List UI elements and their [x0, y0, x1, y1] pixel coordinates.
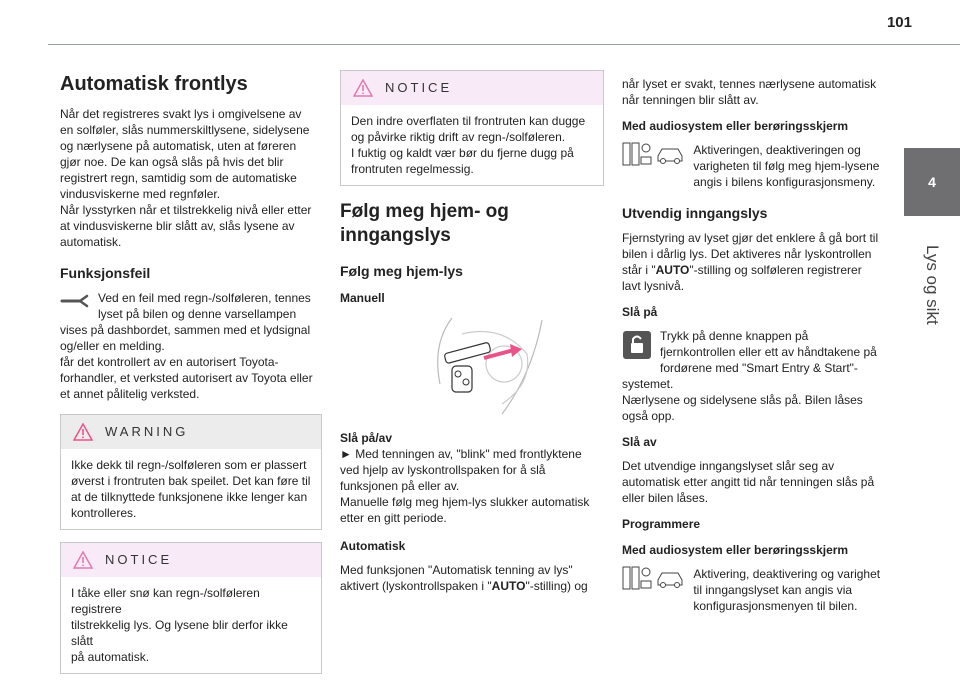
manual-heading: Manuell — [340, 291, 385, 305]
touchscreen-car-icon — [655, 142, 685, 166]
audio-system-icon — [622, 142, 652, 166]
light-stalk-illustration — [392, 314, 552, 422]
warning-triangle-icon — [73, 423, 93, 441]
section-title: Automatisk frontlys — [60, 73, 248, 95]
notice-text: I tåke eller snø kan regn-/solføleren registrere tilstrekkelig lys. Og lysene blir derfor ikke slått på automatisk. — [71, 586, 288, 664]
intro-text: Når det registreres svakt lys i omgivelsene av en solføler, slås nummerskiltlysene, sidelysene og nærlysene på automatisk, uten at føreren gjør noe. De kan også slås på hvis det blir registrert regn, samtidig som de automatiske vindusviskerne med regnføler. Når lysstyrken når et tilstrekkelig nivå eller etter at vindusviskerne blir slått av, slås lysene av automatisk. — [60, 107, 312, 249]
on-heading: Slå på — [622, 305, 658, 319]
on-off-heading: Slå på/av — [340, 431, 393, 445]
remote-lock-icon — [622, 330, 652, 360]
on-text: Trykk på denne knappen på fjernkontrollen eller ett av håndtakene på fordørene med "Smart Entry & Start"-systemet. Nærlysene og sidelysene slås på. Bilen låses også opp. — [622, 329, 877, 423]
column-3 — [622, 76, 884, 614]
column-2 — [340, 60, 604, 594]
fault-heading: Funksjonsfeil — [60, 265, 151, 281]
warning-title: WARNING — [105, 424, 189, 439]
wrench-warning-icon — [60, 292, 90, 310]
notice-title: NOTICE — [105, 552, 173, 567]
off-text: Det utvendige inngangslyset slår seg av automatisk etter angitt tid når tenningen slås på eller bilen låses. — [622, 459, 875, 505]
notice-box-2 — [340, 70, 604, 186]
notice-box — [60, 542, 322, 674]
program-heading: Programmere — [622, 517, 701, 531]
page-number: 101 — [886, 14, 912, 31]
continued-text: når lyset er svakt, tennes nærlysene automatisk når tenningen blir slått av. — [622, 77, 877, 107]
warning-box — [60, 414, 322, 530]
audio2-text: Aktivering, deaktivering og varighet til inngangslyset kan angis via konfigurasjonsmenyen til bilen. — [693, 567, 881, 613]
auto-text: Med funksjonen "Automatisk tenning av lys" aktivert (lyskontrollspaken i "AUTO"-stilling) og — [340, 563, 588, 593]
fault-text: Ved en feil med regn-/solføleren, tennes lyset på bilen og denne varsellampen vises på dashbordet, sammen med et lydsignal og/eller en melding. får det kontrollert av en autorisert Toyota- forhandler, et verksted autorisert av Toyota eller et annet pålitelig verksted. — [60, 291, 313, 401]
column-1 — [60, 60, 322, 680]
header-rule — [48, 44, 960, 45]
on-off-text: ► Med tenningen av, "blink" med frontlyktene ved hjelp av lyskontrollspaken for å slå funksjonen på eller av. Manuelle følg meg hjem-lys slukker automatisk etter en gitt periode. — [340, 447, 590, 525]
section-title: Følg meg hjem- og inngangslys — [340, 201, 509, 246]
off-heading: Slå av — [622, 435, 657, 449]
notice-text: Den indre overflaten til frontruten kan dugge og påvirke riktig drift av regn-/solføleren. I fuktig og kaldt vær bør du fjerne dugg på frontruten regelmessig. — [351, 114, 586, 176]
warning-text: Ikke dekk til regn-/solføleren som er plassert øverst i frontruten bak speilet. Det kan føre til at de tilknyttede funksjonene ikke lenger kan kontrolleres. — [71, 458, 311, 520]
exterior-text: Fjernstyring av lyset gjør det enklere å gå bort til bilen i dårlig lys. Det aktiveres når lyskontrollen står i "AUTO"-stilling og solføleren registrerer lavt lysnivå. — [622, 231, 879, 293]
exterior-heading: Utvendig inngangslys — [622, 205, 768, 221]
warning-triangle-icon — [73, 551, 93, 569]
audio-text: Aktiveringen, deaktiveringen og varigheten til følg meg hjem-lysene angis i bilens konfigurasjonsmeny. — [693, 143, 880, 189]
audio2-heading: Med audiosystem eller berøringsskjerm — [622, 543, 849, 557]
chapter-title: Lys og sikt — [923, 245, 942, 325]
notice-title: NOTICE — [385, 80, 453, 95]
audio-heading: Med audiosystem eller berøringsskjerm — [622, 119, 849, 133]
warning-triangle-icon — [353, 79, 373, 97]
chapter-tab[interactable]: 4 — [904, 148, 960, 216]
auto-heading: Automatisk — [340, 539, 406, 553]
touchscreen-car-icon — [655, 566, 685, 590]
audio-system-icon — [622, 566, 652, 590]
sub-title: Følg meg hjem-lys — [340, 263, 463, 279]
